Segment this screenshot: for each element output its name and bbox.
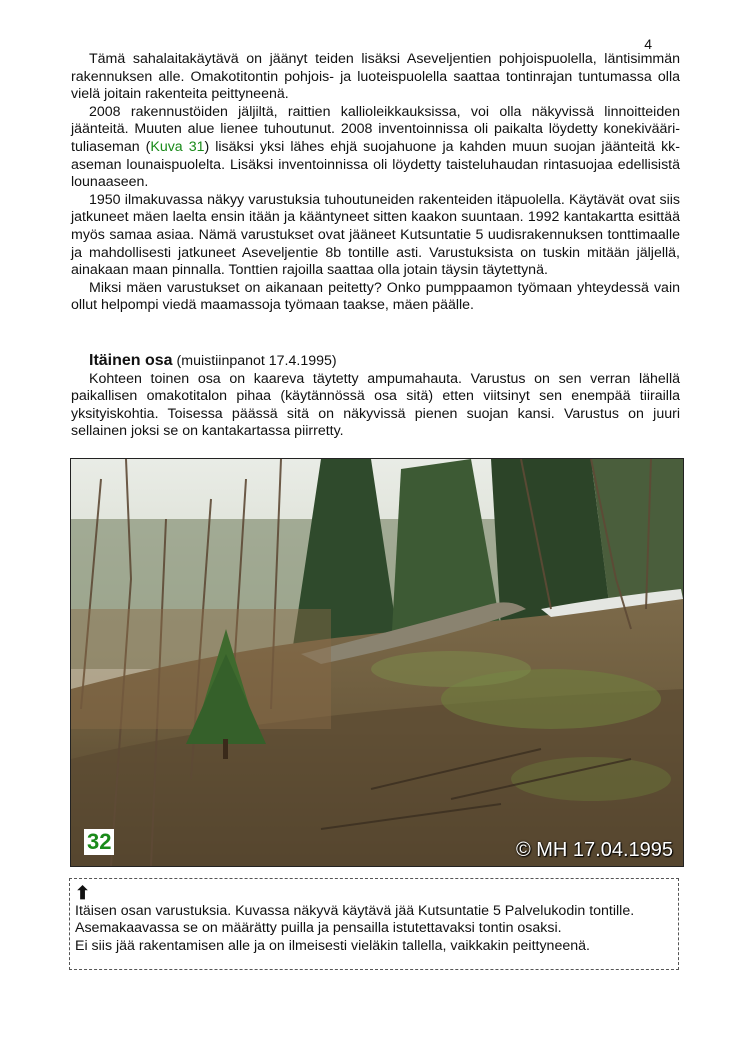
photo-credit: © MH 17.04.1995: [515, 839, 673, 861]
section-paragraph: Kohteen toinen osa on kaareva täytetty ampumahauta. Varustus on sen verran lähellä paikallisen omakotitalon pihaa (käytännössä osa sitä) etten viitsinyt sen enempää tiirailla yksityiskohtia. Toisessa päässä sitä on näkyvissä pienen suojan kansi. Varustus on juuri sellainen joksi se on kantakartassa piirretty.: [71, 370, 680, 440]
photo-number-badge: 32: [84, 829, 114, 855]
body-text: [71, 51, 680, 315]
section-itainen-osa: [71, 352, 680, 441]
caption-line: Itäisen osan varustuksia. Kuvassa näkyvä käytävä jää Kutsuntatie 5 Palvelukodin tontille.: [75, 903, 635, 919]
paragraph: Tämä sahalaitakäytävä on jäänyt teiden lisäksi Aseveljentien pohjoispuolella, läntisimmän rakennuksen alle. Omakotitontin pohjois- ja luoteispuolella saattaa tontinrajan tuntumassa olla vielä joitain rakenteita peittyneenä.: [71, 51, 680, 103]
paragraph: 1950 ilmakuvassa näkyy varustuksia tuhoutuneiden rakenteiden itäpuolella. Käytävät ovat siis jatkuneet mäen laelta ensin itään ja kääntyneet sitten kaakon suuntaan. 1992 kantakartta esittää myös samaa asiaa. Nämä varustukset ovat jääneet Kutsuntatie 5 uudisrakennuksen tonttimaalle ja mahdollisesti jatkuneet Aseveljentie 8b tontille asti. Varustuksista on tuskin mitään jäljellä, ainakaan maan pinnalla. Tonttien rajoilla saattaa olla jotain täysin täytettynä.: [71, 191, 680, 279]
forest-photo: [70, 458, 684, 867]
up-arrow-icon: ⬆: [75, 883, 91, 903]
paragraph: [71, 104, 680, 192]
paragraph-text: 2008 rakennustöiden jäljiltä, raittien kallioleikkauksissa, voi olla näkyvissä linnoitteiden jäänteitä. Muuten alue lienee tuhoutunut. 2008 inventoinnissa oli paikalta löydetty konekiväärituliaseman (: [71, 103, 680, 155]
paragraph: Miksi mäen varustukset on aikanaan peitetty? Onko pumppaamon työmaan yhteydessä vain ollut helpompi viedä maamassoja työmaan taakse, mäen päälle.: [71, 279, 680, 314]
paragraph-text: ) lisäksi yksi lähes ehjä suojahuone ja kahden muun suojan jäänteitä kk-aseman lounaispuolelta. Lisäksi inventoinnissa oli löydetty taisteluhaudan rintasuojaa edellisistä lounaaseen.: [71, 138, 680, 191]
section-note: (muistiinpanot 17.4.1995): [172, 353, 337, 369]
page-number: 4: [644, 36, 652, 52]
forest-scene-image: [71, 459, 683, 866]
caption-line: Ei siis jää rakentamisen alle ja on ilmeisesti vieläkin tallella, vaikkakin peittyneenä.: [75, 937, 590, 954]
section-heading: [71, 352, 680, 371]
figure-link[interactable]: Kuva 31: [150, 138, 205, 155]
caption-line: Asemakaavassa se on määrätty puilla ja pensailla istutettavaksi tontin osaksi.: [75, 920, 562, 937]
section-title: Itäinen osa: [89, 352, 173, 369]
photo-caption: [69, 878, 679, 970]
